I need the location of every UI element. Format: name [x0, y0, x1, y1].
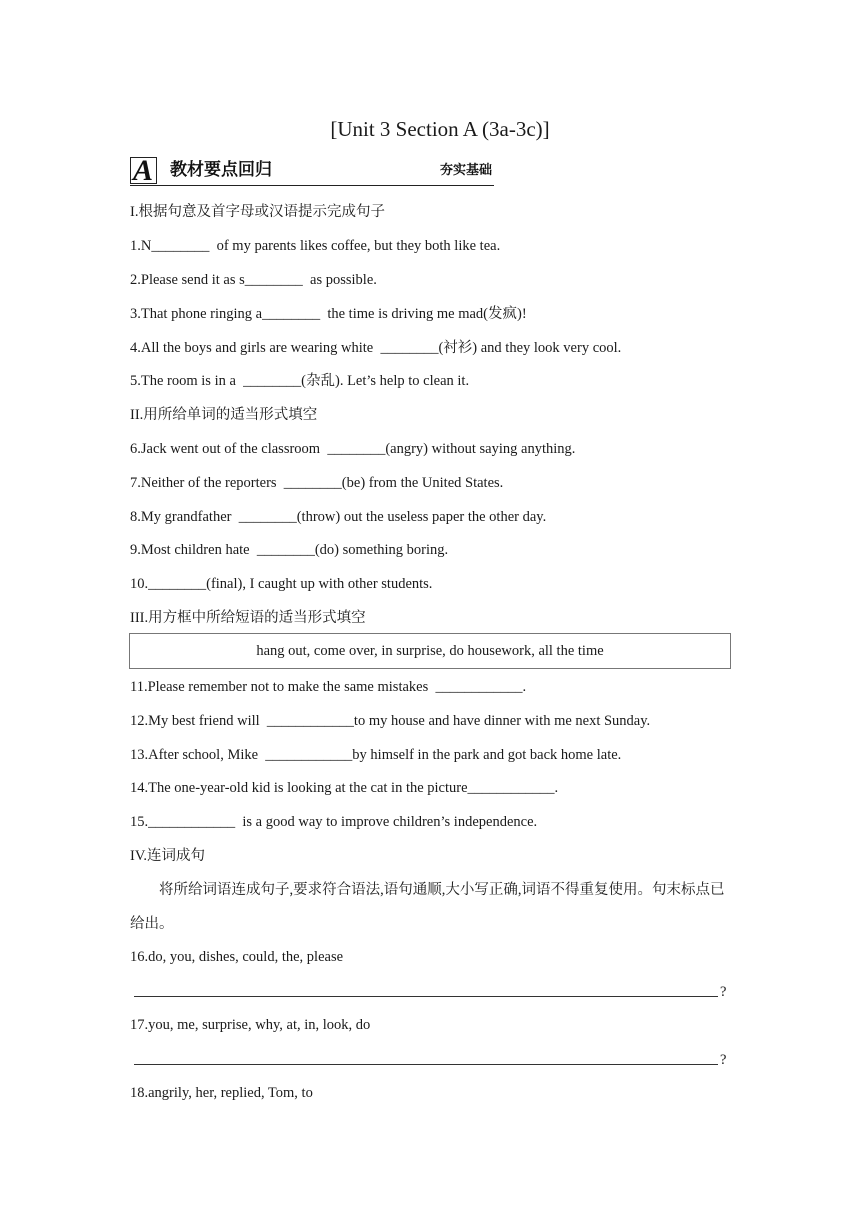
- phrase-box: hang out, come over, in surprise, do housework, all the time: [129, 633, 731, 669]
- question-11: 11.Please remember not to make the same mistakes ____________.: [130, 679, 527, 695]
- part2-heading: II.用所给单词的适当形式填空: [130, 407, 318, 423]
- part4-heading: IV.连词成句: [130, 848, 206, 864]
- question-17-mark: ?: [720, 1052, 727, 1068]
- question-3: 3.That phone ringing a________ the time is driving me mad(发疯)!: [130, 306, 527, 322]
- part1-heading: I.根据句意及首字母或汉语提示完成句子: [130, 204, 385, 220]
- question-5: 5.The room is in a ________(杂乱). Let’s help to clean it.: [130, 373, 470, 389]
- question-7: 7.Neither of the reporters ________(be) from the United States.: [130, 475, 504, 491]
- question-12: 12.My best friend will ____________to my house and have dinner with me next Sunday.: [130, 713, 651, 729]
- question-13: 13.After school, Mike ____________by himself in the park and got back home late.: [130, 747, 622, 763]
- banner-letter-box: [130, 154, 157, 187]
- section-banner: [130, 154, 494, 187]
- banner-underline: [130, 185, 494, 186]
- answer-line-16[interactable]: [134, 996, 718, 997]
- part3-heading: III.用方框中所给短语的适当形式填空: [130, 610, 366, 626]
- question-16-mark: ?: [720, 984, 727, 1000]
- banner-subtitle: 夯实基础: [439, 163, 492, 178]
- worksheet-title: [Unit 3 Section A (3a-3c)]: [330, 117, 550, 141]
- question-14: 14.The one-year-old kid is looking at the cat in the picture____________.: [130, 780, 559, 796]
- question-4: 4.All the boys and girls are wearing white ________(衬衫) and they look very cool.: [130, 340, 622, 356]
- question-17: 17.you, me, surprise, why, at, in, look, do: [130, 1017, 371, 1033]
- answer-line-17[interactable]: [134, 1064, 718, 1065]
- banner-letter: A: [133, 154, 154, 187]
- question-15: 15.____________ is a good way to improve children’s independence.: [130, 814, 538, 830]
- question-16: 16.do, you, dishes, could, the, please: [130, 949, 344, 965]
- question-1: 1.N________ of my parents likes coffee, but they both like tea.: [130, 238, 501, 254]
- question-10: 10.________(final), I caught up with other students.: [130, 576, 433, 592]
- banner-title: 教材要点回归: [170, 160, 272, 180]
- part4-instruction: 将所给词语连成句子,要求符合语法,语句通顺,大小写正确,词语不得重复使用。句末标点已给出。: [130, 882, 725, 932]
- question-18: 18.angrily, her, replied, Tom, to: [130, 1085, 313, 1101]
- question-6: 6.Jack went out of the classroom ________(angry) without saying anything.: [130, 441, 576, 457]
- question-2: 2.Please send it as s________ as possible.: [130, 272, 377, 288]
- question-8: 8.My grandfather ________(throw) out the useless paper the other day.: [130, 509, 547, 525]
- question-9: 9.Most children hate ________(do) something boring.: [130, 542, 449, 558]
